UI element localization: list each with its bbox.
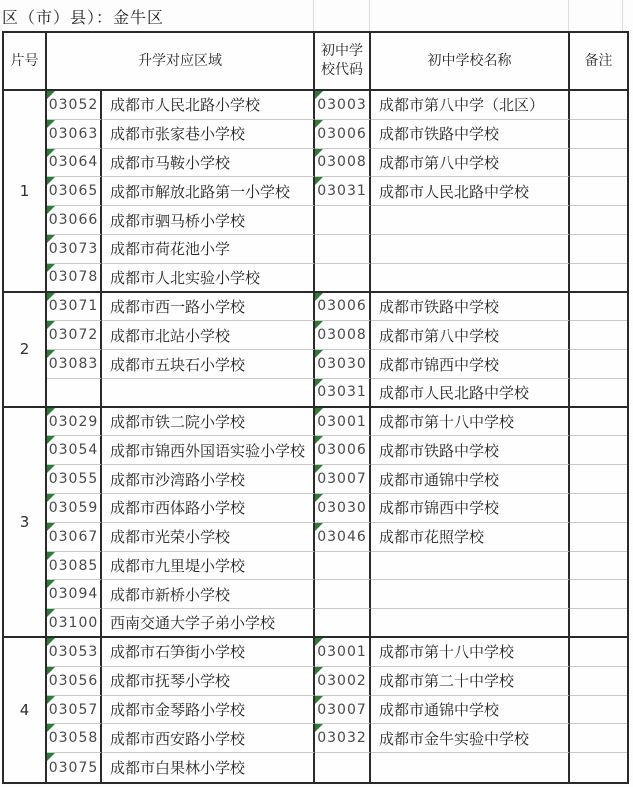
cell-text: 03059 — [48, 499, 99, 516]
cell-text: 03067 — [48, 528, 99, 545]
cell-text: 成都市第十八中学校 — [379, 413, 515, 432]
cell-text: 03001 — [317, 643, 367, 660]
primary-school-name-cell — [102, 436, 315, 465]
middle-school-name-cell — [371, 724, 570, 753]
sheet-gridline — [313, 0, 314, 31]
middle-school-code-cell — [315, 379, 371, 408]
cell-text: 03007 — [317, 701, 367, 718]
primary-school-name-cell — [102, 235, 315, 264]
cell-text: 03058 — [48, 730, 99, 747]
middle-school-code-cell — [315, 120, 371, 149]
middle-school-name-cell — [371, 350, 570, 379]
primary-school-code-cell — [47, 321, 102, 350]
middle-school-code-cell — [315, 667, 371, 696]
cell-text: 成都市铁二院小学校 — [110, 413, 246, 432]
cell-text: 成都市驷马桥小学校 — [110, 211, 246, 230]
remark-cell — [570, 494, 627, 523]
cell-text: 成都市人民北路小学校 — [110, 96, 261, 115]
primary-school-code-cell — [47, 235, 102, 264]
primary-school-name-cell — [102, 206, 315, 235]
cell-text: 成都市张家巷小学校 — [110, 125, 246, 144]
primary-school-name-cell — [102, 580, 315, 609]
cell-text: 03100 — [48, 614, 99, 631]
middle-school-name-cell — [371, 667, 570, 696]
cell-error-flag-icon — [315, 436, 323, 444]
primary-school-name-cell — [102, 609, 315, 638]
cell-error-flag-icon — [315, 91, 323, 99]
primary-school-name-cell — [102, 753, 315, 782]
cell-error-flag-icon — [47, 177, 55, 185]
primary-school-code-cell — [47, 609, 102, 638]
cell-text: 03094 — [48, 586, 99, 603]
middle-school-code-cell — [315, 177, 371, 206]
cell-text: 03032 — [317, 730, 367, 747]
cell-text: 03008 — [317, 327, 367, 344]
cell-error-flag-icon — [47, 580, 55, 588]
middle-school-code-cell — [315, 580, 371, 609]
cell-error-flag-icon — [47, 667, 55, 675]
cell-text: 成都市抚琴小学校 — [110, 672, 231, 691]
cell-text: 4 — [19, 701, 30, 719]
remark-cell — [570, 177, 627, 206]
middle-school-name-cell — [371, 465, 570, 494]
cell-text: 成都市花照学校 — [379, 528, 485, 547]
primary-school-name-cell — [102, 667, 315, 696]
remark-cell — [570, 552, 627, 581]
cell-text: 成都市西安路小学校 — [110, 729, 246, 748]
cell-error-flag-icon — [47, 494, 55, 502]
cell-text: 成都市人北实验小学校 — [110, 268, 261, 287]
cell-text: 03006 — [317, 298, 367, 315]
primary-school-name-cell — [102, 177, 315, 206]
cell-error-flag-icon — [47, 523, 55, 531]
remark-cell — [570, 235, 627, 264]
primary-school-code-cell — [47, 408, 102, 437]
cell-text: 03002 — [317, 672, 367, 689]
middle-school-name-cell — [371, 436, 570, 465]
middle-school-code-cell — [315, 91, 371, 120]
primary-school-code-cell — [47, 552, 102, 581]
primary-school-code-cell — [47, 350, 102, 379]
primary-school-code-cell — [47, 91, 102, 120]
middle-school-code-cell — [315, 206, 371, 235]
cell-text: 成都市新桥小学校 — [110, 585, 231, 604]
sheet-gridline — [369, 0, 370, 31]
middle-school-code-cell — [315, 350, 371, 379]
remark-cell — [570, 696, 627, 725]
cell-error-flag-icon — [315, 120, 323, 128]
primary-school-code-cell — [47, 523, 102, 552]
cell-text: 成都市锦西中学校 — [379, 355, 500, 374]
primary-school-name-cell — [102, 638, 315, 667]
cell-error-flag-icon — [315, 408, 323, 416]
remark-cell — [570, 408, 627, 437]
cell-text: 03046 — [317, 528, 367, 545]
cell-text: 03006 — [317, 125, 367, 142]
primary-school-code-cell — [47, 120, 102, 149]
middle-school-name-cell — [371, 91, 570, 120]
cell-text: 成都市五块石小学校 — [110, 355, 246, 374]
cell-text: 03055 — [48, 471, 99, 488]
cell-text: 03054 — [48, 442, 99, 459]
primary-school-code-cell — [47, 436, 102, 465]
cell-text: 成都市西一路小学校 — [110, 297, 246, 316]
remark-cell — [570, 149, 627, 178]
primary-school-code-cell — [47, 667, 102, 696]
primary-school-name-cell — [102, 350, 315, 379]
cell-text: 成都市铁路中学校 — [379, 125, 500, 144]
middle-school-name-cell — [371, 753, 570, 782]
primary-school-name-cell — [102, 724, 315, 753]
remark-cell — [570, 638, 627, 667]
cell-error-flag-icon — [315, 350, 323, 358]
primary-school-code-cell — [47, 638, 102, 667]
primary-school-name-cell — [102, 523, 315, 552]
group-number-cell — [4, 408, 47, 638]
primary-school-name-cell — [102, 149, 315, 178]
primary-school-name-cell — [102, 465, 315, 494]
cell-error-flag-icon — [47, 91, 55, 99]
cell-text: 成都市第八中学校 — [379, 326, 500, 345]
primary-school-code-cell — [47, 379, 102, 408]
cell-error-flag-icon — [47, 350, 55, 358]
middle-school-name-cell — [371, 235, 570, 264]
cell-text: 03056 — [48, 672, 99, 689]
middle-school-code-cell — [315, 552, 371, 581]
cell-error-flag-icon — [47, 609, 55, 617]
cell-error-flag-icon — [315, 696, 323, 704]
cell-text: 成都市通锦中学校 — [379, 701, 500, 719]
primary-school-code-cell — [47, 753, 102, 782]
cell-error-flag-icon — [47, 149, 55, 157]
cell-text: 成都市金牛实验中学校 — [379, 729, 530, 748]
cell-text: 成都市白果林小学校 — [110, 759, 246, 778]
middle-school-name-cell — [371, 494, 570, 523]
district-title: 区（市）县）：金牛区 — [2, 8, 165, 27]
cell-text: 成都市人民北路中学校 — [379, 182, 530, 201]
header-enrollment-area: 升学对应区域 — [47, 33, 315, 91]
cell-error-flag-icon — [315, 523, 323, 531]
group-number-cell — [4, 638, 47, 782]
cell-text: 成都市沙湾路小学校 — [110, 470, 246, 489]
middle-school-code-cell — [315, 293, 371, 322]
cell-text: 03078 — [48, 269, 99, 286]
cell-text: 成都市马鞍小学校 — [110, 153, 231, 172]
cell-error-flag-icon — [47, 696, 55, 704]
cell-text: 03072 — [48, 327, 99, 344]
cell-text: 成都市第八中学（北区） — [379, 96, 545, 115]
primary-school-name-cell — [102, 379, 315, 408]
primary-school-name-cell — [102, 696, 315, 725]
middle-school-name-cell — [371, 638, 570, 667]
group-number-cell — [4, 293, 47, 408]
primary-school-name-cell — [102, 293, 315, 322]
middle-school-name-cell — [371, 264, 570, 293]
middle-school-code-cell — [315, 408, 371, 437]
header-remark: 备注 — [570, 33, 627, 91]
cell-text: 成都市西体路小学校 — [110, 499, 246, 518]
cell-text: 成都市通锦中学校 — [379, 470, 500, 489]
cell-text: 1 — [19, 181, 30, 200]
cell-error-flag-icon — [47, 120, 55, 128]
cell-text: 成都市金琴路小学校 — [110, 701, 246, 719]
cell-text: 03073 — [48, 240, 99, 257]
cell-text: 成都市九里堤小学校 — [110, 557, 246, 576]
middle-school-code-cell — [315, 149, 371, 178]
cell-text: 03063 — [48, 125, 99, 142]
middle-school-name-cell — [371, 120, 570, 149]
middle-school-name-cell — [371, 293, 570, 322]
cell-error-flag-icon — [315, 321, 323, 329]
remark-cell — [570, 379, 627, 408]
cell-text: 03030 — [317, 356, 367, 372]
remark-cell — [570, 120, 627, 149]
cell-text: 03030 — [317, 499, 367, 516]
cell-text: 成都市解放北路第一小学校 — [110, 182, 291, 201]
cell-text: 成都市荷花池小学 — [110, 240, 231, 259]
primary-school-code-cell — [47, 177, 102, 206]
cell-text: 03031 — [317, 384, 367, 401]
remark-cell — [570, 436, 627, 465]
remark-cell — [570, 350, 627, 379]
cell-error-flag-icon — [315, 149, 323, 157]
cell-error-flag-icon — [315, 494, 323, 502]
enrollment-mapping-table — [2, 31, 629, 784]
cell-error-flag-icon — [315, 177, 323, 185]
cell-text: 03064 — [48, 154, 99, 171]
cell-error-flag-icon — [315, 667, 323, 675]
cell-text: 03003 — [317, 96, 367, 113]
cell-text: 成都市锦西外国语实验小学校 — [110, 441, 306, 460]
middle-school-name-cell — [371, 206, 570, 235]
middle-school-code-cell — [315, 494, 371, 523]
middle-school-code-cell — [315, 638, 371, 667]
middle-school-code-cell — [315, 465, 371, 494]
cell-error-flag-icon — [47, 753, 55, 761]
primary-school-name-cell — [102, 91, 315, 120]
primary-school-name-cell — [102, 408, 315, 437]
remark-cell — [570, 580, 627, 609]
cell-error-flag-icon — [47, 206, 55, 214]
primary-school-code-cell — [47, 724, 102, 753]
cell-error-flag-icon — [315, 293, 323, 301]
remark-cell — [570, 724, 627, 753]
cell-text: 03001 — [317, 413, 367, 430]
primary-school-name-cell — [102, 120, 315, 149]
cell-text: 03071 — [48, 298, 99, 315]
middle-school-name-cell — [371, 552, 570, 581]
primary-school-name-cell — [102, 321, 315, 350]
remark-cell — [570, 321, 627, 350]
cell-error-flag-icon — [315, 379, 323, 387]
middle-school-name-cell — [371, 149, 570, 178]
header-pian-hao: 片号 — [4, 33, 47, 91]
header-middle-school-code: 初中学校代码 — [315, 33, 371, 91]
middle-school-name-cell — [371, 696, 570, 725]
cell-text: 03053 — [48, 643, 99, 660]
cell-text: 2 — [19, 340, 30, 359]
middle-school-code-cell — [315, 696, 371, 725]
cell-text: 成都市北站小学校 — [110, 326, 231, 345]
cell-error-flag-icon — [47, 293, 55, 301]
middle-school-code-cell — [315, 609, 371, 638]
cell-text: 成都市第八中学校 — [379, 153, 500, 172]
cell-error-flag-icon — [47, 408, 55, 416]
cell-text: 3 — [19, 512, 30, 531]
cell-text: 成都市第二十中学校 — [379, 672, 515, 691]
cell-error-flag-icon — [315, 638, 323, 646]
middle-school-code-cell — [315, 523, 371, 552]
sheet-gridline — [622, 0, 623, 31]
primary-school-code-cell — [47, 293, 102, 322]
middle-school-code-cell — [315, 235, 371, 264]
primary-school-code-cell — [47, 465, 102, 494]
primary-school-name-cell — [102, 494, 315, 523]
cell-text: 03075 — [48, 759, 99, 776]
primary-school-code-cell — [47, 149, 102, 178]
remark-cell — [570, 206, 627, 235]
remark-cell — [570, 293, 627, 322]
remark-cell — [570, 609, 627, 638]
primary-school-code-cell — [47, 264, 102, 293]
middle-school-name-cell — [371, 408, 570, 437]
middle-school-name-cell — [371, 379, 570, 408]
cell-text: 03006 — [317, 442, 367, 459]
header-middle-school-name: 初中学校名称 — [371, 33, 570, 91]
cell-error-flag-icon — [47, 436, 55, 444]
middle-school-name-cell — [371, 321, 570, 350]
cell-text: 成都市锦西中学校 — [379, 499, 500, 518]
primary-school-code-cell — [47, 206, 102, 235]
group-number-cell — [4, 91, 47, 293]
cell-text: 03031 — [317, 183, 367, 200]
remark-cell — [570, 264, 627, 293]
cell-error-flag-icon — [47, 321, 55, 329]
remark-cell — [570, 91, 627, 120]
cell-text: 03065 — [48, 183, 99, 200]
cell-text: 03007 — [317, 471, 367, 488]
cell-text: 西南交通大学子弟小学校 — [110, 614, 276, 633]
cell-error-flag-icon — [315, 465, 323, 473]
cell-text: 成都市铁路中学校 — [379, 297, 500, 316]
middle-school-name-cell — [371, 580, 570, 609]
middle-school-name-cell — [371, 609, 570, 638]
cell-text: 03066 — [48, 212, 99, 229]
remark-cell — [570, 465, 627, 494]
cell-error-flag-icon — [47, 235, 55, 243]
cell-text: 成都市光荣小学校 — [110, 528, 231, 547]
cell-error-flag-icon — [47, 465, 55, 473]
primary-school-name-cell — [102, 552, 315, 581]
cell-text: 成都市石笋街小学校 — [110, 643, 246, 662]
cell-error-flag-icon — [315, 724, 323, 732]
cell-text: 03052 — [48, 96, 99, 113]
primary-school-code-cell — [47, 696, 102, 725]
middle-school-name-cell — [371, 523, 570, 552]
cell-text: 03029 — [48, 413, 99, 430]
remark-cell — [570, 753, 627, 782]
cell-text: 成都市第十八中学校 — [379, 643, 515, 662]
middle-school-code-cell — [315, 264, 371, 293]
cell-text: 成都市人民北路中学校 — [379, 383, 530, 402]
cell-text: 03008 — [317, 154, 367, 171]
middle-school-name-cell — [371, 177, 570, 206]
cell-text: 03085 — [48, 557, 99, 574]
sheet-gridline — [568, 0, 569, 31]
cell-text: 03083 — [48, 356, 99, 372]
middle-school-code-cell — [315, 724, 371, 753]
cell-error-flag-icon — [47, 264, 55, 272]
middle-school-code-cell — [315, 753, 371, 782]
primary-school-code-cell — [47, 494, 102, 523]
remark-cell — [570, 667, 627, 696]
cell-error-flag-icon — [47, 724, 55, 732]
cell-text: 成都市铁路中学校 — [379, 441, 500, 460]
cell-text: 03057 — [48, 701, 99, 718]
primary-school-code-cell — [47, 580, 102, 609]
middle-school-code-cell — [315, 321, 371, 350]
cell-error-flag-icon — [47, 552, 55, 560]
cell-error-flag-icon — [47, 638, 55, 646]
middle-school-code-cell — [315, 436, 371, 465]
remark-cell — [570, 523, 627, 552]
primary-school-name-cell — [102, 264, 315, 293]
